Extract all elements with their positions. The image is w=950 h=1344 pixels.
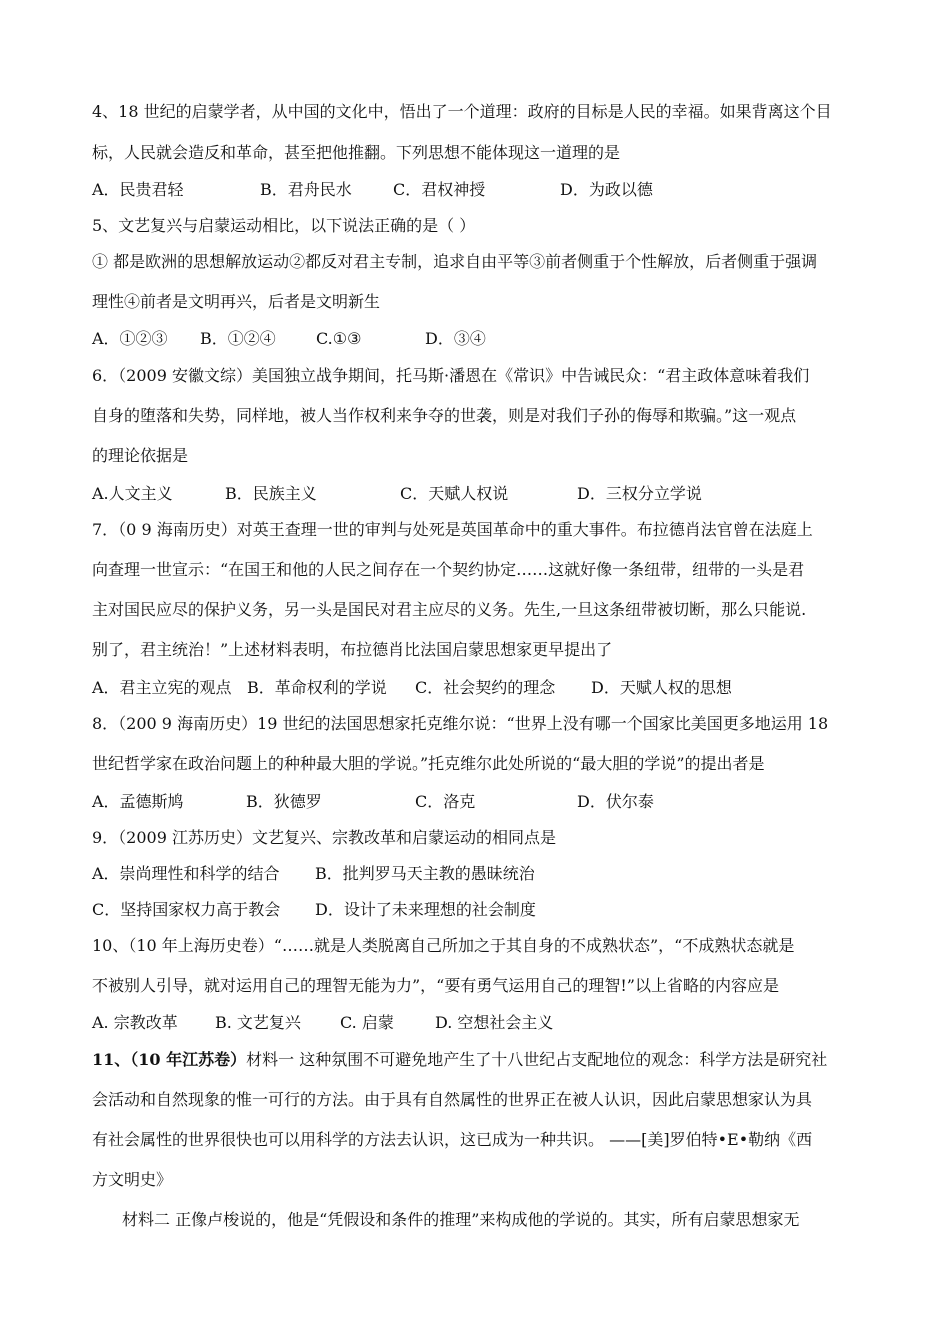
q11-line-1	[92, 1050, 827, 1070]
q4-option-d: D．为政以德	[560, 180, 653, 199]
q4-option-c: C．君权神授	[393, 180, 486, 199]
q10-option-b: B. 文艺复兴	[215, 1013, 301, 1032]
q9-option-b: B．批判罗马天主教的愚昧统治	[315, 864, 535, 883]
q10-option-a: A. 宗教改革	[92, 1013, 178, 1032]
q7-option-d: D．天赋人权的思想	[591, 678, 732, 697]
q11-line-2: 会活动和自然现象的惟一可行的方法。由于具有自然属性的世界正在被人认识，因此启蒙思想家认为具	[92, 1090, 813, 1109]
q5-option-c: C.①③	[316, 329, 362, 348]
q11-material-one-start: 材料一 这种氛围不可避免地产生了十八世纪占支配地位的观念：科学方法是研究社	[246, 1050, 828, 1069]
q5-option-b: B．①②④	[200, 329, 276, 348]
q8-option-b: B．狄德罗	[246, 792, 322, 811]
q6-option-a: A.人文主义	[92, 484, 173, 503]
q11-line-3: 有社会属性的世界很快也可以用科学的方法去认识，这已成为一种共识。 ——[美]罗伯特•E•勒纳《西	[92, 1130, 813, 1149]
q8-option-d: D．伏尔泰	[577, 792, 654, 811]
q6-line-3: 的理论依据是	[92, 446, 189, 465]
q9-option-d: D．设计了未来理想的社会制度	[315, 900, 536, 919]
q11-heading: 11、（10 年江苏卷）	[92, 1050, 247, 1069]
q9-line-1: 9．（2009 江苏历史）文艺复兴、宗教改革和启蒙运动的相同点是	[92, 828, 556, 847]
q5-line-1: 5、文艺复兴与启蒙运动相比，以下说法正确的是（ ）	[92, 216, 476, 235]
q11-line-4: 方文明史》	[92, 1170, 173, 1189]
q7-line-3: 主对国民应尽的保护义务，另一头是国民对君主应尽的义务。先生,一旦这条纽带被切断，那么只能说.	[92, 600, 807, 619]
q10-option-c: C. 启蒙	[340, 1013, 394, 1032]
q4-line-1: 4、18 世纪的启蒙学者，从中国的文化中，悟出了一个道理：政府的目标是人民的幸福。如果背离这个目	[92, 102, 832, 121]
q4-line-2: 标，人民就会造反和革命，甚至把他推翻。下列思想不能体现这一道理的是	[92, 143, 621, 162]
q5-option-d: D．③④	[425, 329, 486, 348]
q9-option-a: A．崇尚理性和科学的结合	[92, 864, 280, 883]
q10-line-1: 10、（10 年上海历史卷）“……就是人类脱离自己所加之于其自身的不成熟状态”，“不成熟状态就是	[92, 936, 795, 955]
q8-line-2: 世纪哲学家在政治问题上的种种最大胆的学说。”托克维尔此处所说的“最大胆的学说”的提出者是	[92, 754, 765, 773]
q5-line-3: 理性④前者是文明再兴，后者是文明新生	[92, 292, 381, 311]
q5-option-a: A．①②③	[92, 329, 168, 348]
q6-option-d: D．三权分立学说	[577, 484, 702, 503]
q6-option-c: C．天赋人权说	[400, 484, 509, 503]
q6-line-1: 6．（2009 安徽文综）美国独立战争期间，托马斯·潘恩在《常识》中告诫民众：“君主政体意味着我们	[92, 366, 810, 385]
q7-option-b: B．革命权利的学说	[247, 678, 387, 697]
q7-line-4: 别了，君主统治！”上述材料表明，布拉德肖比法国启蒙思想家更早提出了	[92, 640, 613, 659]
q11-line-5: 材料二 正像卢梭说的，他是“凭假设和条件的推理”来构成他的学说的。其实，所有启蒙思想家无	[122, 1210, 800, 1229]
q7-line-1: 7．（0 9 海南历史）对英王查理一世的审判与处死是英国革命中的重大事件。布拉德肖法官曾在法庭上	[92, 520, 813, 539]
q8-option-c: C．洛克	[415, 792, 476, 811]
q6-line-2: 自身的堕落和失势，同样地，被人当作权利来争夺的世袭，则是对我们子孙的侮辱和欺骗。”这一观点	[92, 406, 797, 425]
q7-line-2: 向查理一世宣示：“在国王和他的人民之间存在一个契约协定……这就好像一条纽带，纽带的一头是君	[92, 560, 805, 579]
q8-option-a: A．孟德斯鸠	[92, 792, 184, 811]
q4-option-b: B．君舟民水	[260, 180, 352, 199]
q7-option-a: A．君主立宪的观点	[92, 678, 232, 697]
q6-option-b: B．民族主义	[225, 484, 317, 503]
q7-option-c: C．社会契约的理念	[415, 678, 556, 697]
q4-option-a: A．民贵君轻	[92, 180, 184, 199]
q10-option-d: D. 空想社会主义	[435, 1013, 554, 1032]
q10-line-2: 不被别人引导，就对运用自己的理智无能为力”，“要有勇气运用自己的理智!”以上省略的内容应是	[92, 976, 779, 995]
q9-option-c: C．坚持国家权力高于教会	[92, 900, 281, 919]
q8-line-1: 8．（200 9 海南历史）19 世纪的法国思想家托克维尔说：“世界上没有哪一个国家比美国更多地运用 18	[92, 714, 829, 733]
q5-line-2: ① 都是欧洲的思想解放运动②都反对君主专制，追求自由平等③前者侧重于个性解放，后者侧重于强调	[92, 252, 818, 271]
